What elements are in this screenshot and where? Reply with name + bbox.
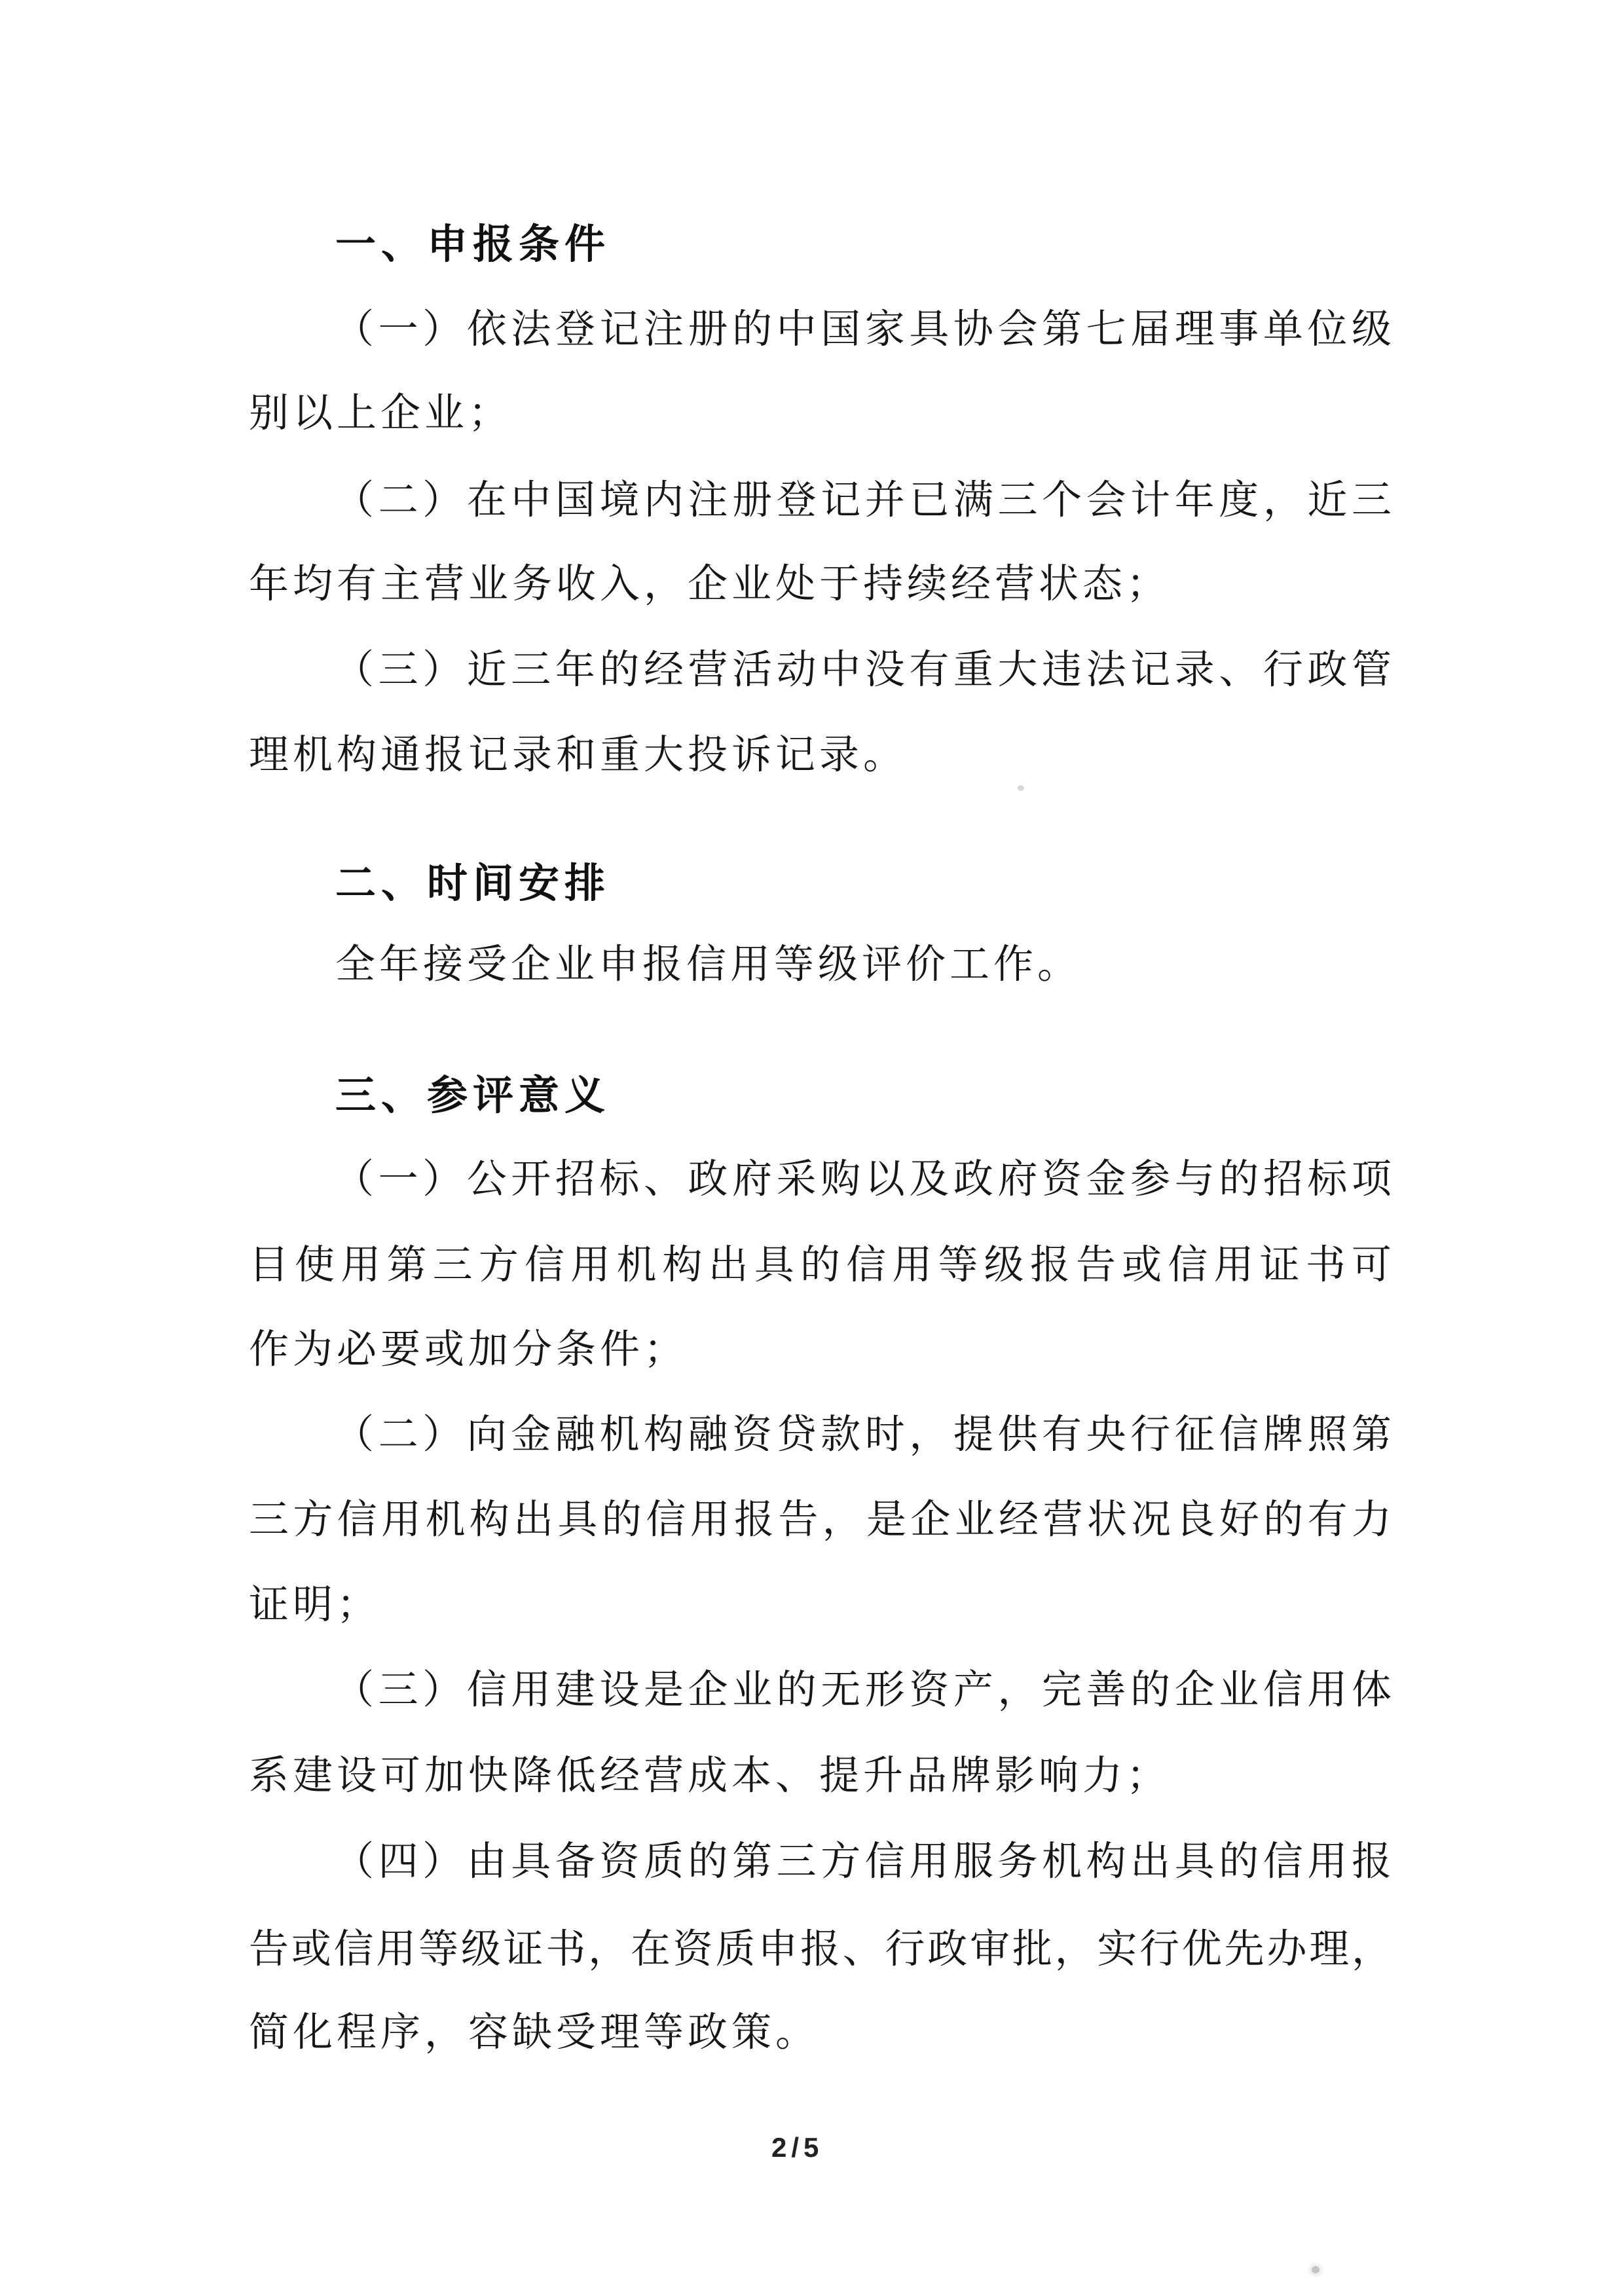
- body-line: （三）近三年的经营活动中没有重大违法记录、行政管: [334, 648, 1392, 692]
- body-line: 目使用第三方信用机构出具的信用等级报告或信用证书可: [249, 1243, 1392, 1287]
- body-line: 别以上企业；: [249, 392, 513, 435]
- body-line: 系建设可加快降低经营成本、提升品牌影响力；: [249, 1754, 1171, 1798]
- body-line: 全年接受企业申报信用等级评价工作。: [335, 943, 1082, 987]
- body-line: 简化程序，容缺受理等政策。: [249, 2011, 820, 2055]
- section-heading: 三、参评意义: [335, 1073, 611, 1118]
- body-line: （一）公开招标、政府采购以及政府资金参与的招标项: [334, 1158, 1392, 1202]
- body-line: 理机构通报记录和重大投诉记录。: [249, 733, 908, 777]
- body-line: 年均有主营业务收入，企业处于持续经营状态；: [249, 562, 1171, 606]
- body-line: 证明；: [249, 1583, 381, 1627]
- section-heading: 二、时间安排: [335, 861, 611, 906]
- body-line: （二）向金融机构融资贷款时，提供有央行征信牌照第: [334, 1413, 1392, 1457]
- body-line: 告或信用等级证书，在资质申报、行政审批，实行优先办理，: [249, 1928, 1392, 1972]
- section-heading: 一、申报条件: [335, 222, 611, 267]
- scan-artifact: [1018, 785, 1024, 791]
- body-line: （三）信用建设是企业的无形资产，完善的企业信用体: [334, 1668, 1392, 1712]
- body-line: （四）由具备资质的第三方信用服务机构出具的信用报: [334, 1840, 1392, 1884]
- page-number: 2/5: [771, 2132, 824, 2163]
- body-line: （一）依法登记注册的中国家具协会第七届理事单位级: [334, 308, 1392, 352]
- body-line: 作为必要或加分条件；: [249, 1328, 688, 1372]
- body-line: （二）在中国境内注册登记并已满三个会计年度，近三: [334, 479, 1392, 523]
- body-line: 三方信用机构出具的信用报告，是企业经营状况良好的有力: [249, 1498, 1392, 1542]
- scan-artifact: [1312, 2266, 1320, 2273]
